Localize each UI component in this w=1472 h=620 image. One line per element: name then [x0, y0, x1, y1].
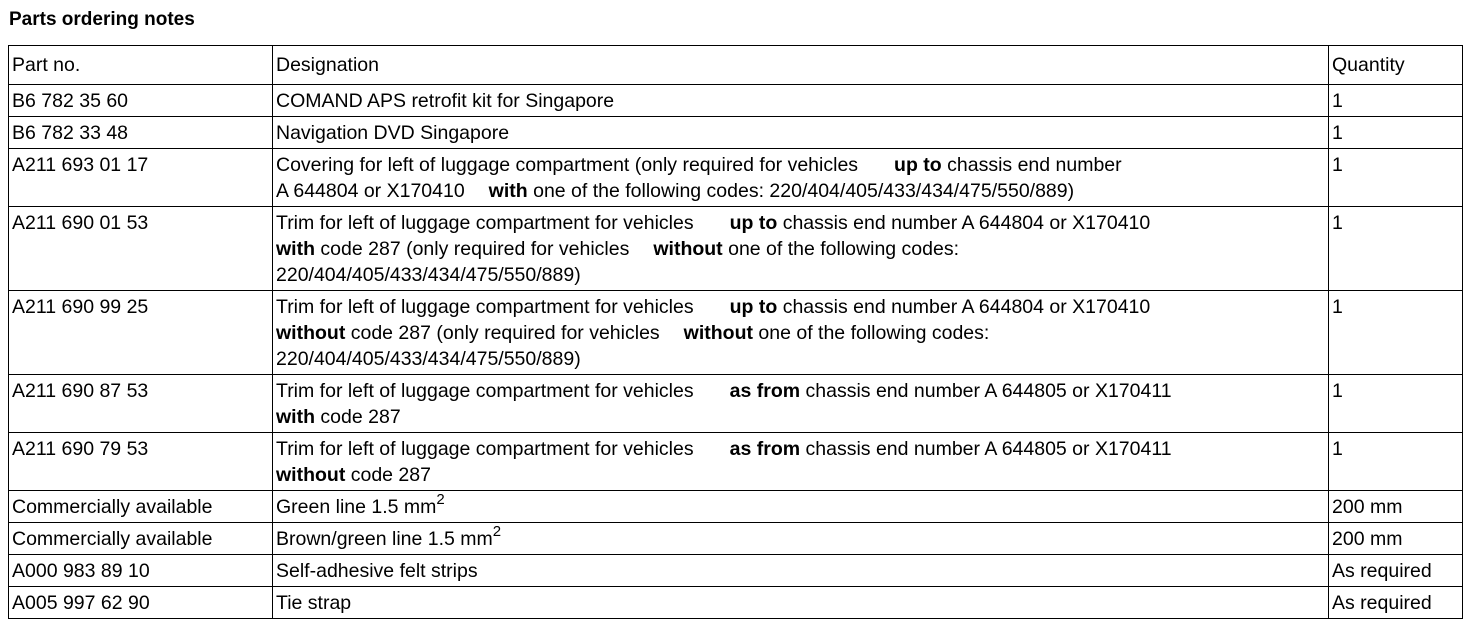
quantity-cell: 1 — [1329, 117, 1463, 149]
page-title: Parts ordering notes — [9, 9, 195, 30]
quantity-cell: 1 — [1329, 207, 1463, 291]
designation-cell: Self-adhesive felt strips — [273, 555, 1329, 587]
table-row — [9, 523, 1463, 555]
designation-text: code 287 (only required for vehicles — [320, 238, 630, 260]
designation-text: chassis end number A 644805 or X170411 — [805, 380, 1172, 402]
designation-emphasis: with — [276, 238, 315, 260]
column-header-part-no: Part no. — [9, 46, 273, 85]
part-no-cell: A211 690 99 25 — [9, 291, 273, 375]
quantity-cell: 200 mm — [1329, 491, 1463, 523]
designation-text: Covering for left of luggage compartment (only required for vehicles — [276, 154, 859, 176]
designation-text: Trim for left of luggage compartment for vehicles — [276, 212, 694, 234]
column-header-designation: Designation — [273, 46, 1329, 85]
designation-line — [276, 236, 1324, 262]
designation-text: A 644804 or X170410 — [276, 180, 465, 202]
designation-text: chassis end number — [947, 154, 1122, 176]
designation-emphasis: with — [276, 406, 315, 428]
designation-text: code 287 (only required for vehicles — [350, 322, 660, 344]
designation-text: Trim for left of luggage compartment for vehicles — [276, 380, 694, 402]
designation-cell — [273, 207, 1329, 291]
designation-text: Trim for left of luggage compartment for vehicles — [276, 296, 694, 318]
designation-text: chassis end number A 644804 or X170410 — [782, 296, 1151, 318]
designation-line — [276, 294, 1324, 320]
designation-line — [276, 320, 1324, 346]
designation-cell — [273, 375, 1329, 433]
designation-emphasis: up to — [894, 154, 942, 176]
quantity-cell: 1 — [1329, 375, 1463, 433]
designation-line — [276, 152, 1324, 178]
designation-text: Green line 1.5 mm — [276, 496, 437, 518]
designation-emphasis: as from — [729, 380, 801, 402]
designation-emphasis: without — [276, 322, 346, 344]
designation-emphasis: as from — [729, 438, 801, 460]
part-no-cell: A211 690 79 53 — [9, 433, 273, 491]
designation-emphasis: without — [276, 464, 346, 486]
designation-cell: Tie strap — [273, 587, 1329, 619]
designation-line — [276, 436, 1324, 462]
part-no-cell: A005 997 62 90 — [9, 587, 273, 619]
quantity-cell: 1 — [1329, 291, 1463, 375]
designation-line — [276, 178, 1324, 204]
designation-emphasis: without — [683, 322, 753, 344]
designation-cell — [273, 149, 1329, 207]
designation-text: one of the following codes: — [758, 322, 990, 344]
part-no-cell: A211 693 01 17 — [9, 149, 273, 207]
quantity-cell: 200 mm — [1329, 523, 1463, 555]
table-row — [9, 587, 1463, 619]
quantity-cell: As required — [1329, 587, 1463, 619]
quantity-cell: 1 — [1329, 85, 1463, 117]
designation-emphasis: up to — [729, 296, 778, 318]
designation-cell — [273, 523, 1329, 555]
designation-line — [276, 462, 1324, 488]
table-row — [9, 433, 1463, 491]
designation-emphasis: without — [653, 238, 723, 260]
designation-cell: Navigation DVD Singapore — [273, 117, 1329, 149]
quantity-cell: 1 — [1329, 433, 1463, 491]
designation-cell — [273, 291, 1329, 375]
part-no-cell: Commercially available — [9, 523, 273, 555]
superscript: 2 — [436, 490, 445, 508]
designation-emphasis: with — [488, 180, 528, 202]
designation-text: one of the following codes: 220/404/405/433/434/475/550/889) — [533, 180, 1075, 202]
part-no-cell: B6 782 35 60 — [9, 85, 273, 117]
designation-text: chassis end number A 644804 or X170410 — [782, 212, 1151, 234]
column-header-quantity: Quantity — [1329, 46, 1463, 85]
designation-line: 220/404/405/433/434/475/550/889) — [276, 264, 581, 286]
table-row — [9, 375, 1463, 433]
table-row — [9, 291, 1463, 375]
designation-cell — [273, 433, 1329, 491]
table-row — [9, 555, 1463, 587]
part-no-cell: A211 690 01 53 — [9, 207, 273, 291]
designation-line — [276, 404, 1324, 430]
part-no-cell: A000 983 89 10 — [9, 555, 273, 587]
table-row — [9, 85, 1463, 117]
table-row — [9, 491, 1463, 523]
part-no-cell: Commercially available — [9, 491, 273, 523]
table-row — [9, 149, 1463, 207]
table-header-row — [9, 46, 1463, 85]
part-no-cell: B6 782 33 48 — [9, 117, 273, 149]
designation-text: chassis end number A 644805 or X170411 — [805, 438, 1172, 460]
designation-line: 220/404/405/433/434/475/550/889) — [276, 348, 581, 370]
part-no-cell: A211 690 87 53 — [9, 375, 273, 433]
table-row — [9, 117, 1463, 149]
table-row — [9, 207, 1463, 291]
designation-text: Brown/green line 1.5 mm — [276, 528, 493, 550]
designation-cell: COMAND APS retrofit kit for Singapore — [273, 85, 1329, 117]
designation-text: Trim for left of luggage compartment for vehicles — [276, 438, 694, 460]
designation-text: code 287 — [350, 464, 431, 486]
designation-text: one of the following codes: — [728, 238, 959, 260]
designation-line — [276, 210, 1324, 236]
designation-cell — [273, 491, 1329, 523]
parts-table — [8, 45, 1463, 619]
quantity-cell: 1 — [1329, 149, 1463, 207]
designation-emphasis: up to — [729, 212, 778, 234]
superscript: 2 — [492, 522, 502, 540]
quantity-cell: As required — [1329, 555, 1463, 587]
designation-text: code 287 — [320, 406, 401, 428]
designation-line — [276, 378, 1324, 404]
